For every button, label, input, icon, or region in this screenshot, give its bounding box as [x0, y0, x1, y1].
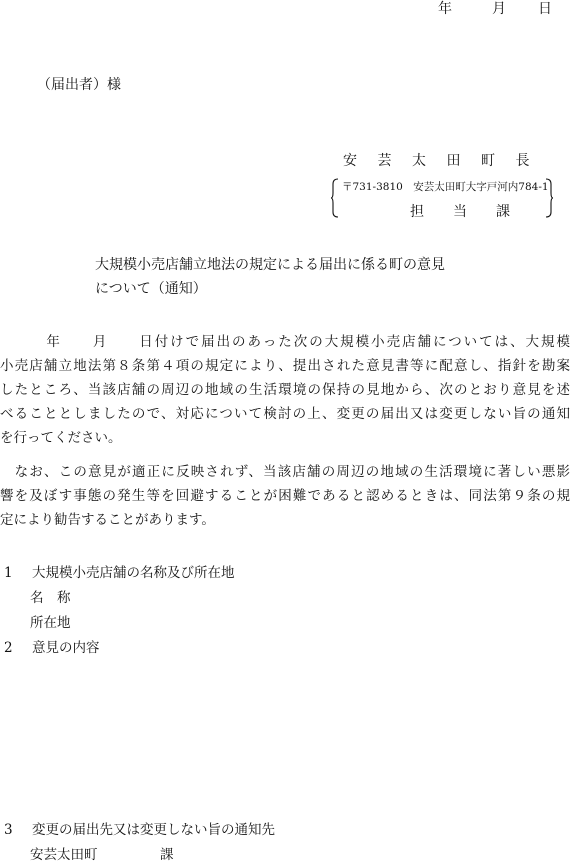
body-paragraph-2-line: 響を及ぼす事態の発生等を回避することが困難であると認めるときは、同法第９条の規 [0, 488, 570, 504]
sender-title-char: 太 [412, 153, 426, 169]
sender-title-char: 安 [343, 153, 357, 169]
notification-town: 安芸太田町 [30, 847, 98, 863]
body-paragraph-2-line: 定により勧告することがあります。 [0, 512, 215, 528]
postal-address: 〒731-3810 安芸太田町大字戸河内784-1 [342, 181, 549, 193]
item-1-number: 1 [4, 565, 13, 581]
store-name-label: 名 称 [30, 590, 71, 606]
sender-title-char: 芸 [377, 153, 392, 169]
subject-line-2: について（通知） [95, 281, 207, 297]
item-3-label: 変更の届出先又は変更しない旨の通知先 [32, 822, 275, 838]
date-year-label: 年 [438, 1, 452, 17]
subject-line-1: 大規模小売店舗立地法の規定による届出に係る町の意見 [95, 257, 445, 273]
item-1 [4, 564, 235, 582]
sender-title [343, 152, 550, 170]
item-2-number: 2 [4, 640, 13, 656]
department [410, 203, 539, 221]
body-paragraph-1-line: 年 月 日付けで届出のあった次の大規模小売店舗については、大規模 [0, 334, 570, 350]
item-2 [4, 639, 100, 657]
store-location-label: 所在地 [30, 615, 71, 631]
date-month-label: 月 [492, 1, 506, 17]
item-3-number: 3 [4, 822, 13, 838]
item-3 [4, 821, 275, 839]
body-paragraph-1-line: を行ってください。 [0, 430, 122, 446]
document-date [438, 0, 552, 18]
date-day-label: 日 [538, 1, 552, 17]
addressee: （届出者）様 [37, 77, 121, 93]
body-paragraph-1-line: したところ、当該店舗の周辺の地域の生活環境の保持の見地から、次のとおり意見を述 [0, 382, 570, 398]
department-char: 課 [496, 204, 510, 220]
sender-title-char: 長 [515, 153, 530, 169]
department-char: 担 [410, 204, 424, 220]
sender-title-char: 町 [481, 153, 495, 169]
department-char: 当 [453, 204, 467, 220]
item-1-label: 大規模小売店舗の名称及び所在地 [32, 565, 235, 581]
body-paragraph-2-line: なお、この意見が適正に反映されず、当該店舗の周辺の地域の生活環境に著しい悪影 [0, 464, 570, 480]
notification-section: 課 [160, 847, 174, 863]
sender-title-char: 田 [446, 153, 461, 169]
item-2-label: 意見の内容 [32, 640, 100, 656]
body-paragraph-1-line: 小売店舗立地法第８条第４項の規定により、提出された意見書等に配意し、指針を勘案 [0, 358, 570, 374]
body-paragraph-1-line: べることとしましたので、対応について検討の上、変更の届出又は変更しない旨の通知 [0, 406, 570, 422]
